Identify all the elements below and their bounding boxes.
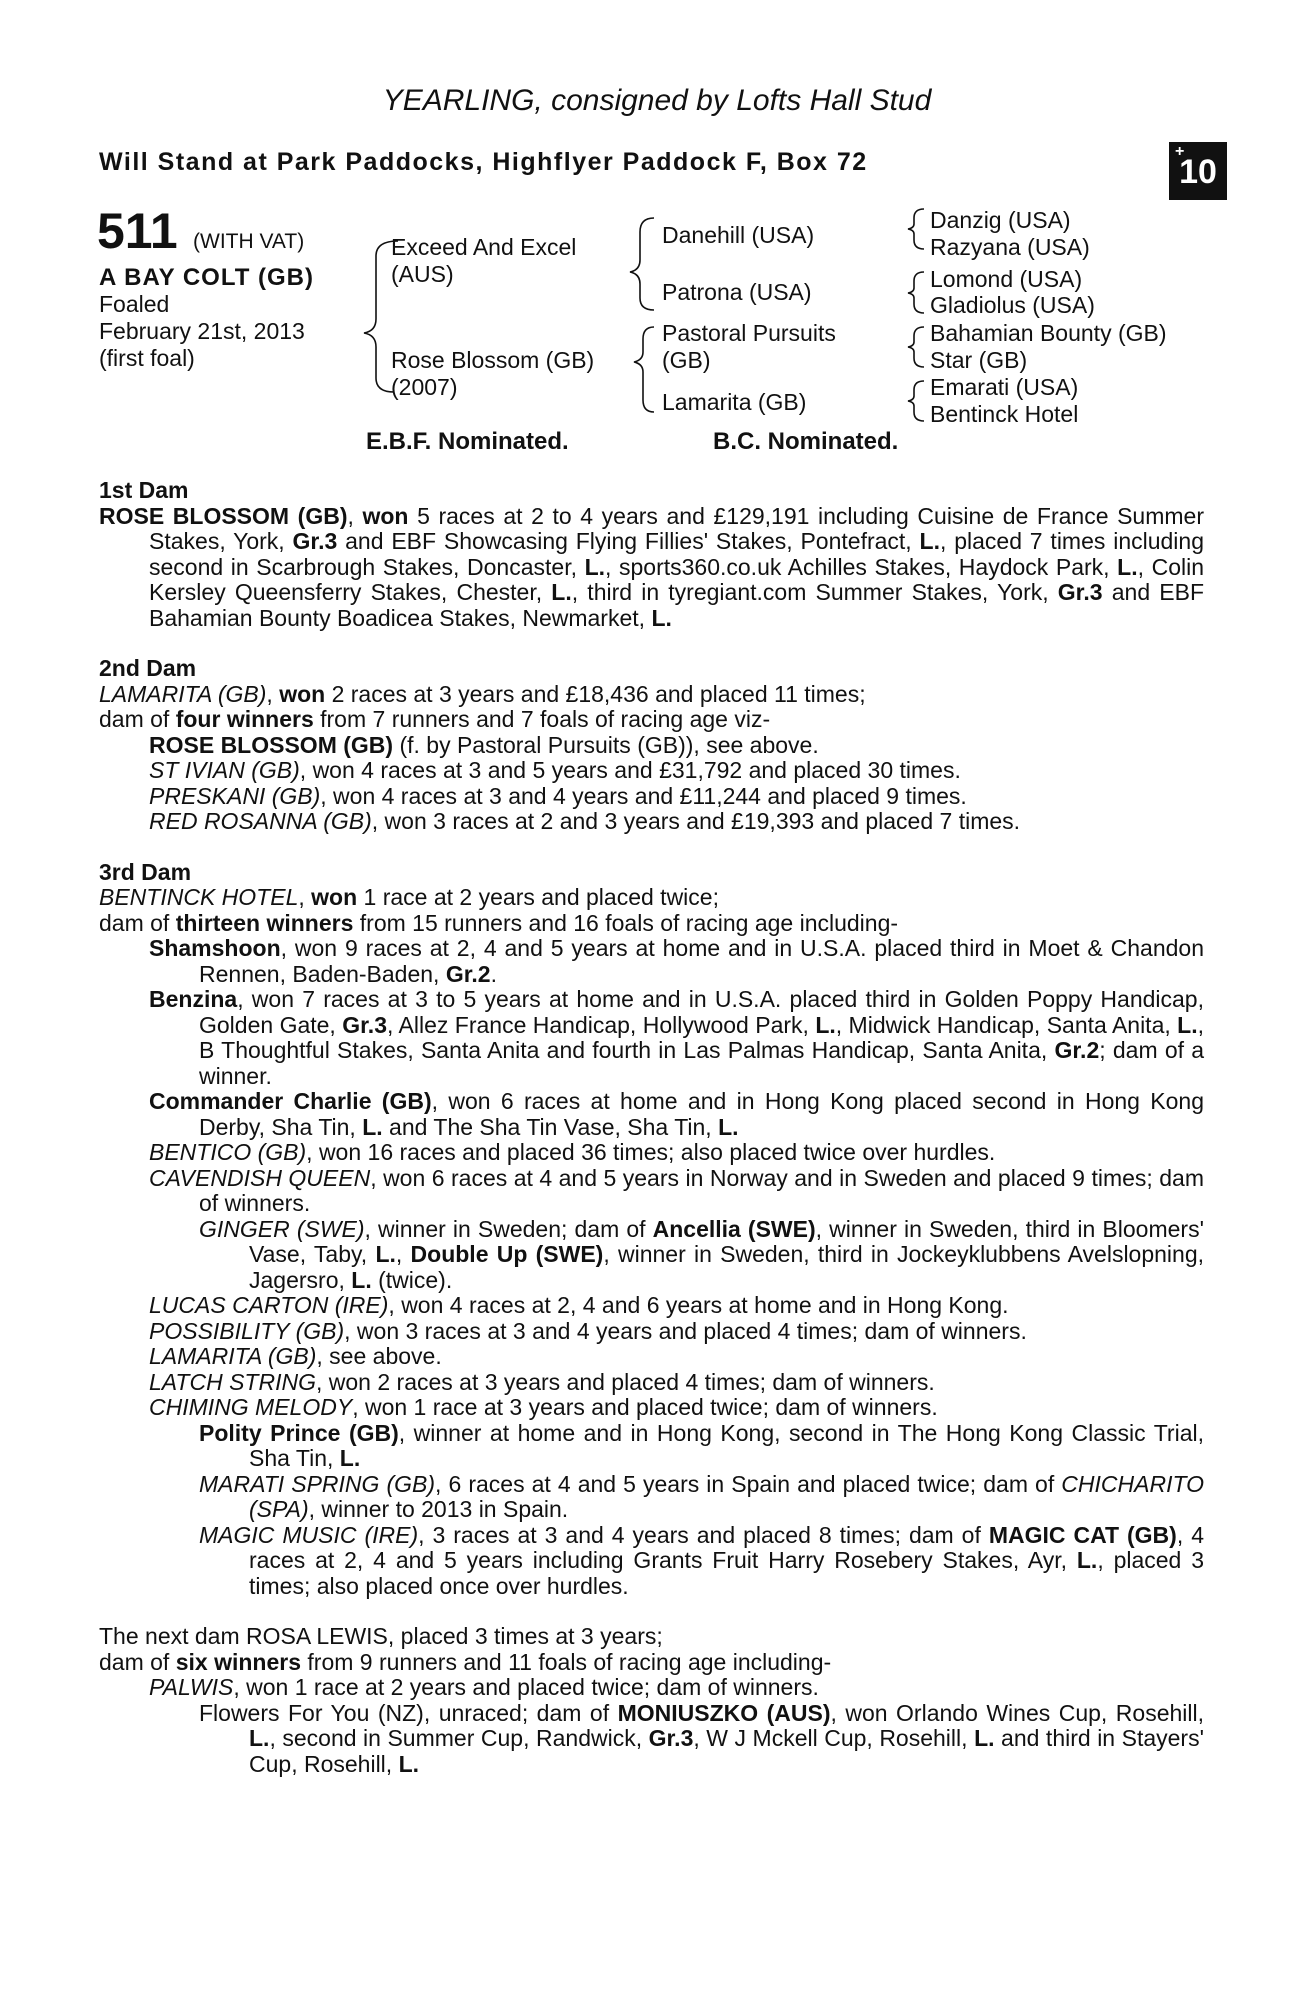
page-title: YEARLING, consigned by Lofts Hall Stud xyxy=(382,84,932,117)
dam-dam: Lamarita (GB) xyxy=(662,389,807,415)
bracket-g2 xyxy=(908,272,924,313)
bracket-sire xyxy=(630,218,654,310)
bc-nominated: B.C. Nominated. xyxy=(713,428,899,455)
lot-number: 511 xyxy=(97,203,178,259)
sire-dam: Patrona (USA) xyxy=(662,279,812,305)
grandsire-2: Lomond (USA) xyxy=(930,266,1083,292)
next-dam-grandproduce: Flowers For You (NZ), unraced; dam of MONIUSZKO (AUS), won Orlando Wines Cup, Rosehill, L., second in Summer Cup, Randwick, Gr.3, W J Mckell Cup, Rosehill, L. and third in Stayers' Cup, Rosehill, L. xyxy=(199,1699,1204,1777)
first-foal-note: (first foal) xyxy=(99,345,195,371)
next-dam-produce-intro: dam of six winners from 9 runners and 11 foals of racing age including- xyxy=(99,1648,832,1675)
vat-note: (WITH VAT) xyxy=(193,230,305,253)
dam1-record: ROSE BLOSSOM (GB), won 5 races at 2 to 4 years and £129,191 including Cuisine de France Summer Stakes, York, Gr.3 and EBF Showcasing Flying Fillies' Stakes, Pontefract, L., placed 7 times including second in Scarbrough Stakes, Doncaster, L., sports360.co.uk Achilles Stakes, Haydock Park, L., Colin Kersley Queensferry Stakes, Chester, L., third in tyregiant.com Summer Stakes, York, Gr.3 and EBF Bahamian Bounty Boadicea Stakes, Newmarket, L. xyxy=(99,502,1205,631)
sire-name: Exceed And Excel (AUS) xyxy=(391,234,577,287)
dam2-runner: PRESKANI (GB), won 4 races at 3 and 4 years and £11,244 and placed 9 times. xyxy=(149,782,967,809)
dam3-produce-intro: dam of thirteen winners from 15 runners and 16 foals of racing age including- xyxy=(99,909,899,936)
ebf-nominated: E.B.F. Nominated. xyxy=(366,428,569,455)
dam3-runner: LAMARITA (GB), see above. xyxy=(149,1343,442,1369)
pedigree-brackets xyxy=(0,0,1314,440)
granddam-2: Gladiolus (USA) xyxy=(930,292,1095,318)
dam3-runner: LATCH STRING, won 2 races at 3 years and placed 4 times; dam of winners. xyxy=(149,1368,935,1395)
bracket-g4 xyxy=(908,381,924,421)
dam2-produce-intro: dam of four winners from 7 runners and 7 foals of racing age viz- xyxy=(99,706,771,732)
dam3-grandproduce: GINGER (SWE), winner in Sweden; dam of Ancellia (SWE), winner in Sweden, third in Bloomers' Vase, Taby, L., Double Up (SWE), winner in Sweden, third in Jockeyklubbens Avelslopning, Jagersro, L. (twice). xyxy=(199,1215,1205,1293)
bracket-g1 xyxy=(908,209,924,249)
next-dam-runner: PALWIS, won 1 race at 2 years and placed twice; dam of winners. xyxy=(149,1674,819,1700)
dam3-runner: CHIMING MELODY, won 1 race at 3 years and placed twice; dam of winners. xyxy=(149,1394,938,1420)
dam1-heading: 1st Dam xyxy=(99,477,189,503)
dam3-runner: LUCAS CARTON (IRE), won 4 races at 2, 4 and 6 years at home and in Hong Kong. xyxy=(149,1292,1009,1318)
granddam-3: Star (GB) xyxy=(930,347,1028,373)
grandsire-3: Bahamian Bounty (GB) xyxy=(930,320,1167,346)
dam3-runner: Commander Charlie (GB), won 6 races at home and in Hong Kong placed second in Hong Kong Derby, Sha Tin, L. and The Sha Tin Vase, Sha Tin, L. xyxy=(149,1088,1205,1140)
badge-number: 10 xyxy=(1179,153,1217,191)
grandsire-1: Danzig (USA) xyxy=(930,207,1071,233)
dam2-heading: 2nd Dam xyxy=(99,655,197,681)
bracket-dam xyxy=(634,327,654,412)
dam3-heading: 3rd Dam xyxy=(99,858,192,885)
dam-sire: Pastoral Pursuits (GB) xyxy=(662,320,836,373)
dam3-record: BENTINCK HOTEL, won 1 race at 2 years and placed twice; xyxy=(99,884,719,910)
granddam-4: Bentinck Hotel xyxy=(930,401,1079,427)
dam3-grandproduce: MARATI SPRING (GB), 6 races at 4 and 5 years in Spain and placed twice; dam of CHICHARITO (SPA), winner to 2013 in Spain. xyxy=(199,1470,1204,1522)
dam3-runner: POSSIBILITY (GB), won 3 races at 3 and 4 years and placed 4 times; dam of winners. xyxy=(149,1317,1027,1344)
bracket-g3 xyxy=(908,327,924,367)
lot-title: A BAY COLT (GB) xyxy=(99,264,315,291)
next-dam-record: The next dam ROSA LEWIS, placed 3 times at 3 years; xyxy=(99,1623,663,1649)
dam3-grandproduce: Polity Prince (GB), winner at home and in Hong Kong, second in The Hong Kong Classic Trial, Sha Tin, L. xyxy=(199,1419,1204,1471)
dam2-runner: RED ROSANNA (GB), won 3 races at 2 and 3 years and £19,393 and placed 7 times. xyxy=(149,808,1021,834)
dam3-runner: BENTICO (GB), won 16 races and placed 36 times; also placed twice over hurdles. xyxy=(149,1139,996,1165)
badge-plus: + xyxy=(1175,143,1185,160)
dam2-runner: ROSE BLOSSOM (GB) (f. by Pastoral Pursuits (GB)), see above. xyxy=(149,731,819,758)
foaled-label: Foaled xyxy=(99,291,170,317)
dam3-runner: Shamshoon, won 9 races at 2, 4 and 5 years at home and in U.S.A. placed third in Moet & Chandon Rennen, Baden-Baden, Gr.2. xyxy=(149,935,1204,987)
granddam-1: Razyana (USA) xyxy=(930,234,1090,260)
dam3-grandproduce: MAGIC MUSIC (IRE), 3 races at 3 and 4 years and placed 8 times; dam of MAGIC CAT (GB), 4 races at 2, 4 and 5 years including Grants Fruit Harry Rosebery Stakes, Ayr, L., placed 3 times; also placed once over hurdles. xyxy=(199,1521,1204,1599)
dam2-record: LAMARITA (GB), won 2 races at 3 years and £18,436 and placed 11 times; xyxy=(99,680,866,707)
dam3-runner: CAVENDISH QUEEN, won 6 races at 4 and 5 years in Norway and in Sweden and placed 9 times; dam of winners. xyxy=(149,1164,1204,1216)
grandsire-4: Emarati (USA) xyxy=(930,374,1079,400)
sire-sire: Danehill (USA) xyxy=(662,222,815,248)
dam-name: Rose Blossom (GB) (2007) xyxy=(391,347,595,400)
stand-location: Will Stand at Park Paddocks, Highflyer Paddock F, Box 72 xyxy=(99,148,868,176)
catalogue-body xyxy=(99,478,1204,1777)
foaled-date: February 21st, 2013 xyxy=(99,318,305,344)
dam3-runner: Benzina, won 7 races at 3 to 5 years at home and in U.S.A. placed third in Golden Poppy Handicap, Golden Gate, Gr.3, Allez France Handicap, Hollywood Park, L., Midwick Handicap, Santa Anita, L., B Thoughtful Stakes, Santa Anita and fourth in Las Palmas Handicap, Santa Anita, Gr.2; dam of a winner. xyxy=(149,986,1205,1089)
dam2-runner: ST IVIAN (GB), won 4 races at 3 and 5 years and £31,792 and placed 30 times. xyxy=(149,757,961,783)
